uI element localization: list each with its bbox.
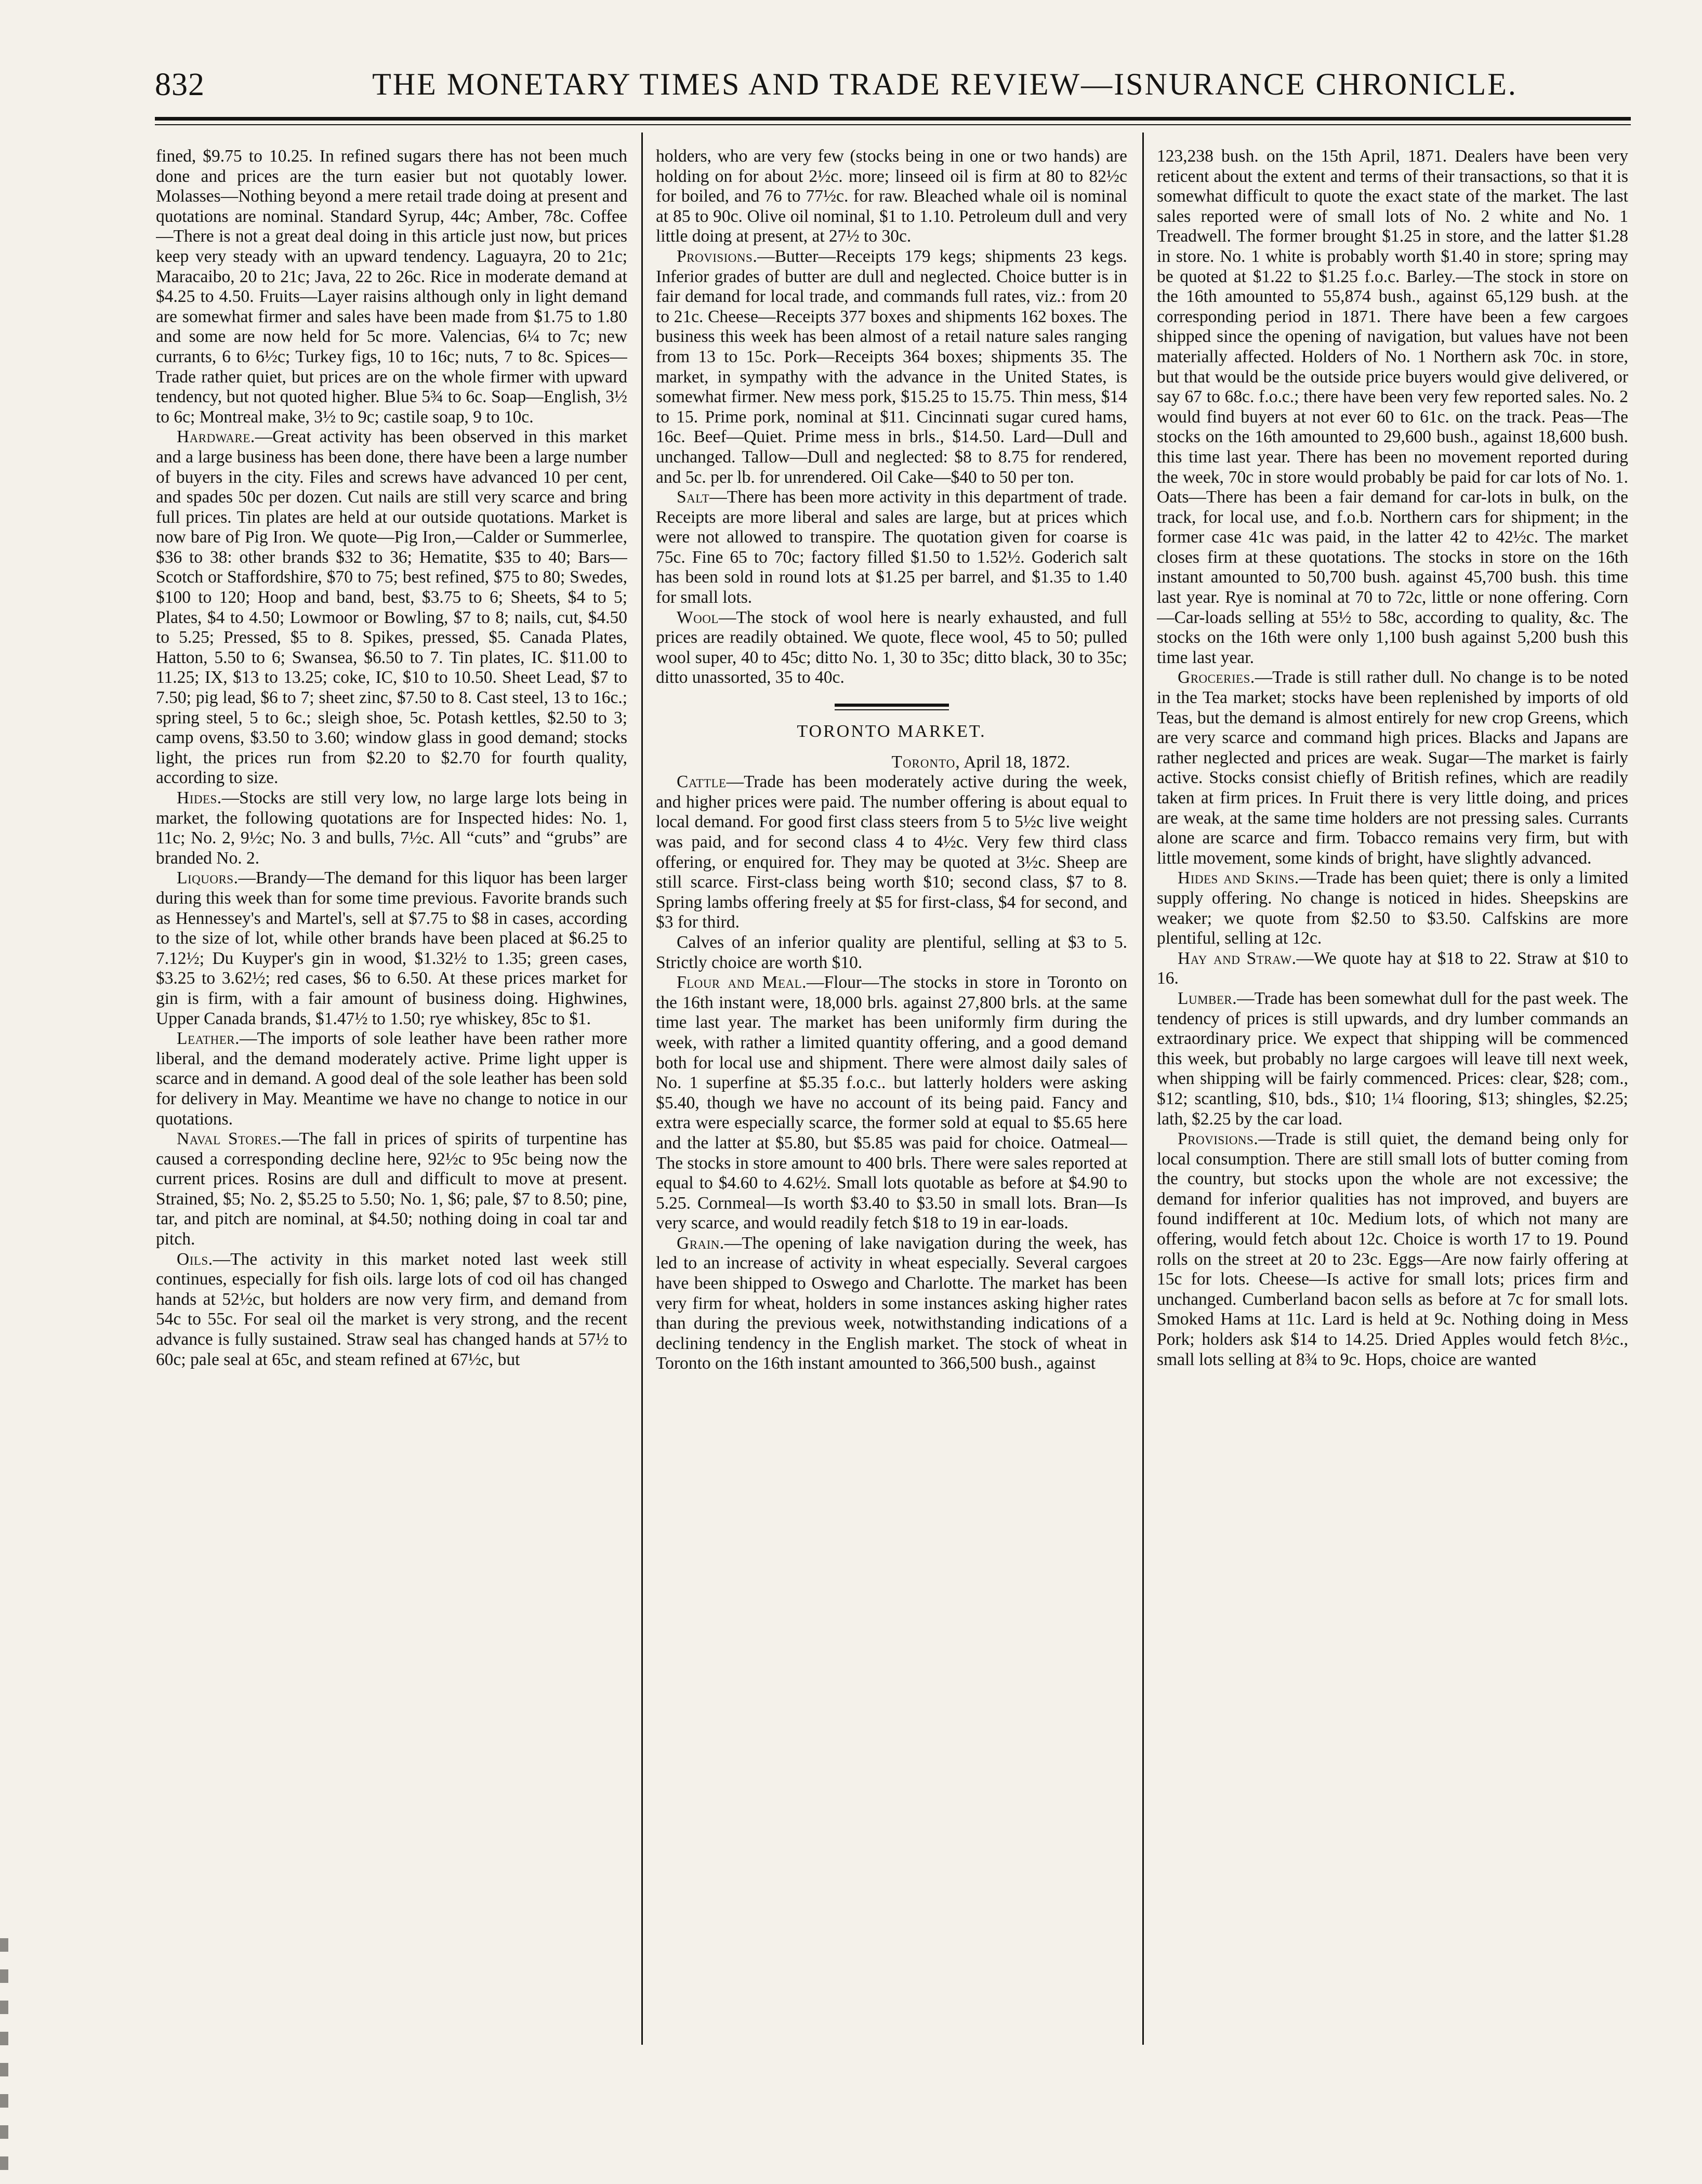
- paragraph-text: —Brandy—The demand for this liquor has been larger during this week than for some time previous. Favorite brands such as Hennessey's and Martel's, sell at $7.75 to $8 in cases, according to the size of lot, while other brands have been placed at $6.25 to 7.12½; Du Kuyper's gin in wood, $1.32½ to 1.35; green cases, $3.25 to 3.62½; red cases, $6 to 6.50. At these prices market for gin is firm, with a fair amount of business doing. Highwines, Upper Canada brands, $1.47½ to 1.50; rye whiskey, 85c to $1.: [156, 868, 627, 1028]
- section-heading: Flour and Meal.: [677, 973, 807, 992]
- paragraph-text: —The stock of wool here is nearly exhausted, and full prices are readily obtained. We quote, flece wool, 45 to 50; pulled wool super, 40 to 45c; ditto No. 1, 30 to 35c; ditto black, 30 to 35c; ditto unassorted, 35 to 40c.: [656, 607, 1127, 687]
- page-header: [155, 51, 1631, 113]
- paragraph-text: Calves of an inferior quality are plentiful, selling at $3 to 5. Strictly choice are worth $10.: [656, 932, 1127, 972]
- section-heading: Lumber.: [1178, 988, 1237, 1008]
- paragraph-text: —Flour—The stocks in store in Toronto on the 16th instant were, 18,000 brls. against 27,800 brls. at the same time last year. The market has been uniformly firm during the week, with rather a limited quantity offering, and a good demand both for local use and shipment. There were almost daily sales of No. 1 superfine at $5.35 f.o.c.. but latterly holders were asking $5.40, though we have no account of its being paid. Fancy and extra were especially scarce, the former sold at equal to $5.65 here and the latter at $5.80, but $5.85 was paid for choice. Oatmeal—The stocks in store amount to 400 brls. There were sales reported at equal to $4.60 to 4.62½. Small lots quotable as before at $4.90 to 5.25. Cornmeal—Is worth $3.40 to $3.50 in small lots. Bran—Is very scarce, and would readily fetch $18 to 19 in ear-loads.: [656, 973, 1127, 1233]
- section-heading: Hides.: [177, 788, 222, 808]
- dateline-date: April 18, 1872.: [960, 752, 1070, 772]
- section-heading: Salt: [677, 487, 710, 507]
- paragraph-text: fined, $9.75 to 10.25. In refined sugars there has not been much done and prices are the turn easier but not quotably lower. Molasses—Nothing beyond a mere retail trade doing at present and quotations are nominal. Standard Syrup, 44c; Amber, 78c. Coffee—There is not a great deal doing in this article just now, but prices keep very steady with an upward tendency. Laguayra, 20 to 21c; Maracaibo, 20 to 21c; Java, 22 to 26c. Rice in moderate demand at $4.25 to 4.50. Fruits—Layer raisins although only in light demand are somewhat firmer and sales have been made from $1.75 to 1.80 and some are now held for 5c more. Valencias, 6¼ to 7c; new currants, 6 to 6½c; Turkey figs, 10 to 16c; nuts, 7 to 8c. Spices—Trade rather quiet, but prices are on the whole firmer with upward tendency, but not quoted higher. Blue 5¾ to 6c. Soap—English, 3½ to 6c; Montreal make, 3½ to 9c; castile soap, 9 to 10c.: [156, 147, 627, 427]
- section-heading: Naval Stores.: [177, 1129, 282, 1149]
- paragraph-text: —There has been more activity in this department of trade. Receipts are more liberal and sales are large, but at prices which were not allowed to transpire. The quotation given for coarse is 75c. Fine 65 to 70c; factory filled $1.50 to 1.52½. Goderich salt has been sold in round lots at $1.25 per barrel, and $1.35 to 1.40 for small lots.: [656, 487, 1127, 607]
- binding-edge: [0, 1938, 8, 2182]
- market-paragraph: [656, 147, 1127, 247]
- section-heading: Hardware.: [177, 427, 255, 447]
- market-paragraph: [656, 247, 1127, 487]
- paragraph-text: —Stocks are still very low, no large large lots being in market, the following quotations are for Inspected hides: No. 1, 11c; No. 2, 9½c; No. 3 and bulls, 7½c. All “cuts” and “grubs” are branded No. 2.: [156, 788, 627, 868]
- market-paragraph: [1157, 989, 1628, 1129]
- section-heading: Hay and Straw.: [1178, 948, 1297, 968]
- section-heading: Cattle: [677, 772, 727, 792]
- market-paragraph: [1157, 1129, 1628, 1370]
- section-heading: Grain.: [677, 1233, 724, 1253]
- paragraph-text: —The imports of sole leather have been rather more liberal, and the demand moderately active. Prime light upper is scarce and in demand. A good deal of the sole leather has been sold for delivery in May. Meantime we have no change to notice in our quotations.: [156, 1029, 627, 1129]
- market-paragraph: [156, 427, 627, 788]
- market-paragraph: [656, 933, 1127, 973]
- market-paragraph: [1157, 668, 1628, 868]
- market-paragraph: [1157, 868, 1628, 948]
- masthead-title: THE MONETARY TIMES AND TRADE REVIEW—ISNURANCE CHRONICLE.: [372, 67, 1518, 101]
- paragraph-text: —Butter—Receipts 179 kegs; shipments 23 kegs. Inferior grades of butter are dull and neglected. Choice butter is in fair demand for local trade, and commands full rates, viz.: from 20 to 21c. Cheese—Receipts 377 boxes and shipments 162 boxes. The business this week has been almost of a retail nature sales ranging from 13 to 15c. Pork—Receipts 364 boxes; shipments 35. The market, in sympathy with the advance in the United States, is somewhat firmer. New mess pork, $15.25 to 15.75. Thin mess, $14 to 15. Prime pork, nominal at $11. Cincinnati sugar cured hams, 16c. Beef—Quiet. Prime mess in brls., $14.50. Lard—Dull and unchanged. Tallow—Dull and neglected: $8 to 8.75 for rendered, and 5c. per lb. for unrendered. Oil Cake—$40 to 50 per ton.: [656, 246, 1127, 487]
- paragraph-text: —Trade has been quiet; there is only a limited supply offering. No change is noticed in hides. Sheepskins are weaker; we quote from $2.50 to $3.50. Calfskins are more plentiful, selling at 12c.: [1157, 868, 1628, 948]
- header-rule-thick: [155, 117, 1631, 121]
- section-heading: Hides and Skins.: [1178, 868, 1299, 888]
- paragraph-text: —Trade has been somewhat dull for the past week. The tendency of prices is still upwards, and dry lumber commands an extraordinary price. We expect that shipping will be commenced this week, but probably no large cargoes will leave till next week, when shipping will be fairly commenced. Prices: clear, $28; com., $12; scantling, $10, bds., $10; 1¼ flooring, $13; shingles, $2.25; lath, $2.25 by the car load.: [1157, 988, 1628, 1129]
- column-1: [156, 147, 627, 2043]
- market-paragraph: [156, 1029, 627, 1129]
- paragraph-text: —Great activity has been observed in this market and a large business has been done, there have been a large number of buyers in the city. Files and screws have advanced 10 per cent, and spades 50c per dozen. Cut nails are still very scarce and bring full prices. Tin plates are held at our outside quotations. Market is now bare of Pig Iron. We quote—Pig Iron,—Calder or Summerlee, $36 to 38: other brands $32 to 36; Hematite, $35 to 40; Bars—Scotch or Staffordshire, $70 to 75; best refined, $75 to 80; Swedes, $100 to 120; Hoop and band, best, $3.75 to 6; Sheets, $4 to 5; Plates, $4 to 4.50; Lowmoor or Bowling, $7 to 8; nails, cut, $4.50 to 5.25; Pressed, $5 to 8. Spikes, pressed, $5. Canada Plates, Hatton, 5.50 to 6; Swansea, $6.50 to 7. Tin plates, IC. $11.00 to 11.25; IX, $13 to 13.25; coke, IC, $10 to 10.50. Sheet Lead, $7 to 7.50; pig lead, $6 to 7; sheet zinc, $7.50 to 8. Cast steel, 13 to 16c.; spring steel, 5 to 6c.; sleigh shoe, 5c. Potash kettles, $2.50 to 3; camp ovens, $3.50 to 3.60; window glass in good demand; stocks light, the prices run from $2.20 to $2.70 for fourth quality, according to size.: [156, 427, 627, 788]
- page-number: 832: [155, 67, 205, 102]
- paragraph-text: —We quote hay at $18 to 22. Straw at $10 to 16.: [1157, 948, 1628, 988]
- toronto-market-heading: TORONTO MARKET.: [797, 722, 986, 742]
- market-paragraph: [656, 608, 1127, 688]
- section-heading: Provisions.: [1178, 1129, 1259, 1149]
- market-paragraph: [1157, 147, 1628, 668]
- paragraph-text: holders, who are very few (stocks being in one or two hands) are holding on for about 2½c. more; linseed oil is firm at 80 to 82½c for boiled, and 76 to 77½c. for raw. Bleached whale oil is nominal at 85 to 90c. Olive oil nominal, $1 to 1.10. Petroleum dull and very little doing at present, at 27½ to 30c.: [656, 147, 1127, 246]
- market-paragraph: [656, 487, 1127, 608]
- section-heading: Leather.: [177, 1029, 240, 1049]
- section-heading: Liquors.: [177, 868, 239, 888]
- column-3: [1157, 147, 1628, 2043]
- paragraph-text: —The activity in this market noted last week still continues, especially for fish oils. large lots of cod oil has changed hands at 52½c, but holders are now very firm, and demand from 54c to 55c. For seal oil the market is very strong, and the recent advance is fully sustained. Straw seal has changed hands at 57½ to 60c; pale seal at 65c, and steam refined at 67½c, but: [156, 1249, 627, 1369]
- market-paragraph: [156, 788, 627, 868]
- market-paragraph: [656, 973, 1127, 1234]
- paragraph-text: —Trade has been moderately active during the week, and higher prices were paid. The number offering is about equal to local demand. For good first class steers from 5 to 5½c live weight was paid, and for second class 4 to 4½c. Very few third class offering, or enquired for. They may be quoted at 3½c. Sheep are still scarce. First-class being worth $10; second class, $7 to 8. Spring lambs offering freely at $5 for first-class, $4 for second, and $3 for third.: [656, 772, 1127, 932]
- market-paragraph: [156, 1250, 627, 1370]
- market-paragraph: [656, 1234, 1127, 1374]
- section-heading: Groceries.: [1178, 668, 1255, 687]
- column-rule-2: [1142, 133, 1144, 2045]
- market-paragraph: [156, 147, 627, 427]
- paragraph-text: 123,238 bush. on the 15th April, 1871. Dealers have been very reticent about the extent and terms of their transactions, so that it is somewhat difficult to quote the exact state of the market. The last sales reported were of small lots of No. 2 white and No. 1 Treadwell. The former brought $1.25 in store, and the latter $1.28 in store. No. 1 white is probably worth $1.40 in store; spring may be quoted at $1.22 to $1.25 f.o.c. Barley.—The stock in store on the 16th amounted to 55,874 bush., against 65,129 bush. at the corresponding period in 1871. There have been a few cargoes shipped since the opening of navigation, but values have not been materially affected. Holders of No. 1 Northern ask 70c. in store, but that would be the outside price buyers would give delivered, or say 67 to 68c. f.o.c.; there have been very few reported sales. No. 2 would find buyers at not ever 60 to 61c. on the track. Peas—The stocks on the 16th amounted to 29,600 bush., against 18,600 bush. this time last year. There has been no movement reported during the week, 70c in store would probably be paid for car lots of No. 1. Oats—There has been a fair demand for car-lots in bulk, on the track, for local use, and f.o.b. Northern cars for shipment; in the former case 41c was paid, in the latter 42 to 42½c. The market closes firm at these quotations. The stocks in store on the 16th instant amounted to 50,700 bush. against 45,700 bush. this time last year. Rye is nominal at 70 to 72c, little or none offering. Corn—Car-loads selling at 55½ to 58c, according to quality, &c. The stocks on the 16th were only 1,100 bush against 5,200 bush this time last year.: [1157, 147, 1628, 667]
- section-heading: Oils.: [177, 1249, 213, 1269]
- column-2: [656, 147, 1127, 2043]
- header-rule-thin: [155, 124, 1631, 125]
- paragraph-text: —The fall in prices of spirits of turpentine has caused a corresponding decline here, 92½c to 95c being now the current prices. Rosins are dull and difficult to move at present. Strained, $5; No. 2, $5.25 to 5.50; No. 1, $6; pale, $7 to 8.50; pine, tar, and pitch are nominal, at $4.50; nothing doing in coal tar and pitch.: [156, 1129, 627, 1249]
- paragraph-text: —Trade is still quiet, the demand being only for local consumption. There are still small lots of butter coming from the country, but stocks upon the whole are not excessive; the demand for inferior qualities has not improved, and buyers are found indifferent at 10c. Medium lots, of which not many are offering, would fetch about 12c. Choice is worth 17 to 19. Pound rolls on the street at 20 to 23c. Eggs—Are now fairly offering at 15c for lots. Cheese—Is active for small lots; prices firm and unchanged. Cumberland bacon sells as before at 7c for small lots. Smoked Hams at 11c. Lard is held at 9c. Nothing doing in Mess Pork; holders ask $14 to 14.25. Dried Apples would fetch 8½c., small lots selling at 8¾ to 9c. Hops, choice are wanted: [1157, 1129, 1628, 1369]
- market-paragraph: [156, 1129, 627, 1250]
- market-paragraph: [156, 868, 627, 1029]
- column-rule-1: [641, 133, 643, 2045]
- paragraph-text: —The opening of lake navigation during the week, has led to an increase of activity in wheat especially. Several cargoes have been shipped to Oswego and Charlotte. The market has been very firm for wheat, holders in some instances asking higher rates than during the previous week, notwithstanding indications of a declining tendency in the English market. The stock of wheat in Toronto on the 16th instant amounted to 366,500 bush., against: [656, 1233, 1127, 1373]
- dateline-place: Toronto,: [891, 752, 960, 772]
- market-paragraph: [656, 772, 1127, 933]
- market-paragraph: [1157, 949, 1628, 989]
- section-heading: Wool: [677, 607, 719, 627]
- section-heading: Provisions.: [677, 246, 758, 266]
- paragraph-text: —Trade is still rather dull. No change is to be noted in the Tea market; stocks have been replenished by imports of old Teas, but the demand is almost entirely for new crop Greens, which are very scarce and command high prices. Blacks and Japans are rather neglected and prices are weak. Sugar—The market is fairly active. Stocks consist chiefly of British refines, which are readily taken at firm prices. In Fruit there is very little doing, and prices are weak, at the same time holders are not pressing sales. Currants alone are scarce and firm. Tobacco remains very firm, but with little movement, some kinds of bright, have slightly advanced.: [1157, 668, 1628, 868]
- section-divider: [835, 704, 949, 710]
- dateline: [656, 752, 1127, 773]
